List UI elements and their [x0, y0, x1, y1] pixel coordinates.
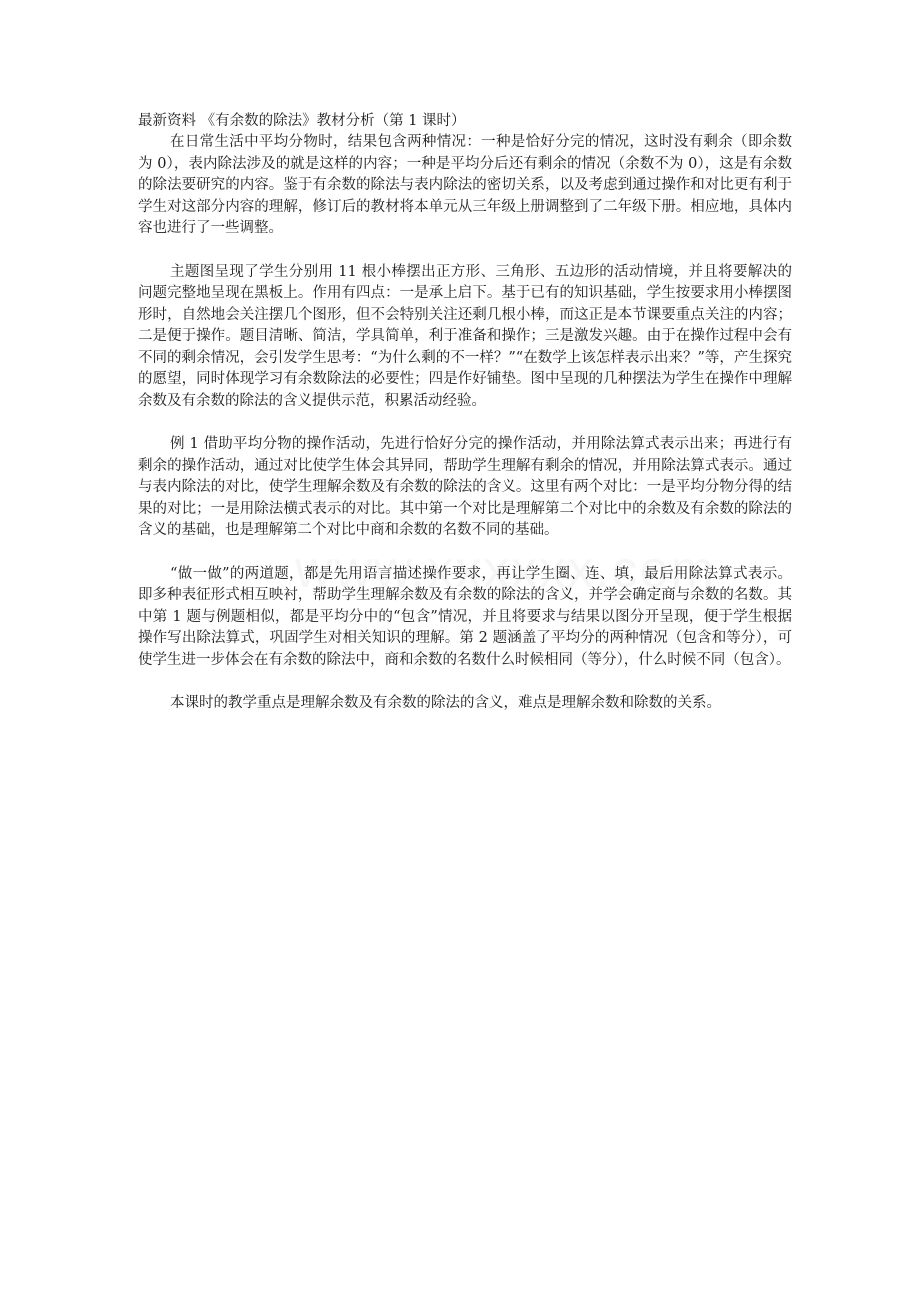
document-title: 最新资料 《有余数的除法》教材分析（第 1 课时）: [138, 113, 466, 129]
paragraph-do-it: “做一做”的两道题，都是先用语言描述操作要求，再让学生圈、连、填，最后用除法算式表示。即多种表征形式相互映衬，帮助学生理解余数及有余数的除法的含义，并学会确定商与余数的名数。其中第 1 题与例题相似，都是平均分中的“包含”情况，并且将要求与结果以图分开呈现，便于学生根据操作写出除法算式，巩固学生对相关知识的理解。第 2 题涵盖了平均分的两种情况（包含和等分），可使学生进一步体会在有余数的除法中，商和余数的名数什么时候相同（等分），什么时候不同（包含）。: [138, 565, 792, 668]
paragraph-intro: 在日常生活中平均分物时，结果包含两种情况：一种是恰好分完的情况，这时没有剩余（即余数为 0），表内除法涉及的就是这样的内容；一种是平均分后还有剩余的情况（余数不为 0），这是有余数的除法要研究的内容。鉴于有余数的除法与表内除法的密切关系，以及考虑到通过操作和对比更有利于学生对这部分内容的理解，修订后的教材将本单元从三年级上册调整到了二年级下册。相应地，具体内容也进行了一些调整。: [138, 134, 792, 236]
paragraph-example-1: 例 1 借助平均分物的操作活动，先进行恰好分完的操作活动，并用除法算式表示出来；再进行有剩余的操作活动，通过对比使学生体会其异同，帮助学生理解有剩余的情况，并用除法算式表示。通过与表内除法的对比，使学生理解余数及有余数的除法的含义。这里有两个对比：一是平均分物分得的结果的对比；一是用除法横式表示的对比。其中第一个对比是理解第二个对比中的余数及有余数的除法的含义的基础，也是理解第二个对比中商和余数的名数不同的基础。: [138, 436, 792, 538]
document-page: [138, 110, 792, 737]
paragraph-key-points: 本课时的教学重点是理解余数及有余数的除法的含义，难点是理解余数和除数的关系。: [170, 695, 721, 711]
paragraph-theme-picture: 主题图呈现了学生分别用 11 根小棒摆出正方形、三角形、五边形的活动情境，并且将要解决的问题完整地呈现在黑板上。作用有四点：一是承上启下。基于已有的知识基础，学生按要求用小棒摆图形时，自然地会关注摆几个图形，但不会特别关注还剩几根小棒，而这正是本节课要重点关注的内容；二是便于操作。题目清晰、简洁，学具简单，利于准备和操作；三是激发兴趣。由于在操作过程中会有不同的剩余情况，会引发学生思考：“为什么剩的不一样？”“在数学上该怎样表示出来？”等，产生探究的愿望，同时体现学习有余数除法的必要性；四是作好铺垫。图中呈现的几种摆法为学生在操作中理解余数及有余数的除法的含义提供示范，积累活动经验。: [138, 263, 792, 409]
